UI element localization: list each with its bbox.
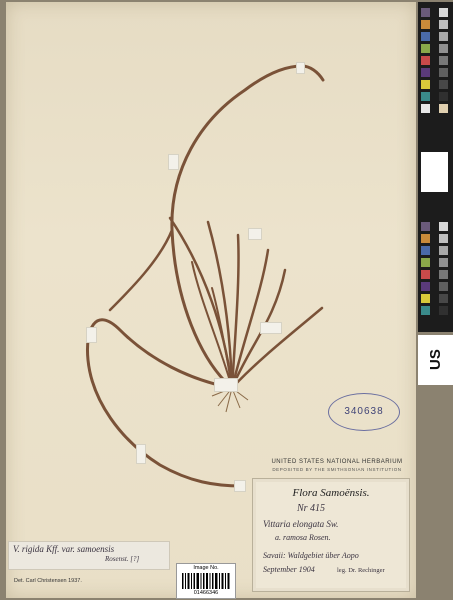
herbarium-subtitle: DEPOSITED BY THE SMITHSONIAN INSTITUTION: [272, 467, 402, 472]
frond-loop-2: [110, 230, 172, 310]
us-herbarium-logo: US: [418, 335, 453, 385]
label-collector: leg. Dr. Rechinger: [337, 567, 385, 574]
frond-long: [172, 66, 323, 388]
mount-strap: [214, 378, 238, 392]
label-name-line1: Vittaria elongata Sw.: [263, 519, 339, 529]
det-text: V. rigida Kff. var. samoensis: [13, 544, 115, 554]
mount-strap: [296, 62, 305, 74]
frond-f: [232, 308, 322, 388]
label-date: September 1904: [263, 565, 315, 574]
barcode-number: 01466346: [193, 590, 219, 596]
label-name-line2: a. ramosa Rosen.: [275, 533, 331, 542]
barcode-caption: Image No.: [193, 565, 219, 571]
label-locality: Savaii: Waldgebiet über Aopo: [263, 551, 359, 560]
mount-strap: [248, 228, 262, 240]
herbarium-title: UNITED STATES NATIONAL HERBARIUM: [271, 459, 403, 465]
frond-a: [170, 218, 232, 388]
barcode-bars: [182, 573, 230, 589]
determination-slip: [8, 541, 170, 570]
accession-stamp: 340638: [328, 393, 400, 431]
frond-g: [192, 262, 232, 388]
label-number: Nr 415: [297, 503, 326, 514]
det-by: Rosenst. [?]: [105, 555, 140, 563]
color-calibration-bar: [418, 2, 453, 332]
barcode-label: [176, 563, 236, 599]
collection-label: [252, 478, 410, 592]
mount-strap: [260, 322, 282, 334]
det-line: Det. Carl Christensen 1937.: [14, 578, 82, 584]
mount-strap: [168, 154, 179, 170]
mount-strap: [86, 327, 97, 343]
mount-strap: [136, 444, 146, 464]
label-title: Flora Samoënsis.: [292, 487, 370, 499]
mount-strap: [234, 480, 246, 492]
